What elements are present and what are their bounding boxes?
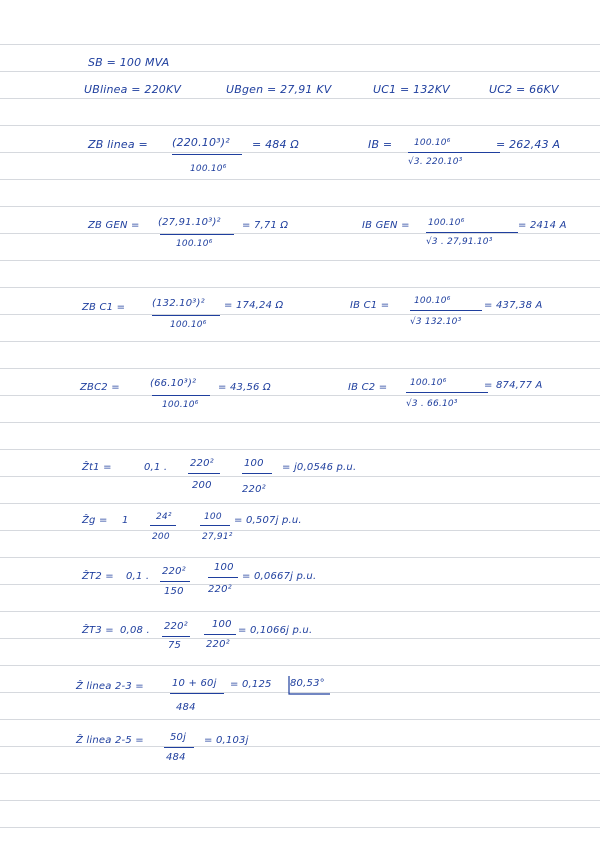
zt2-label: ẐT2 = [82,571,114,582]
zt3-num1: 220² [164,621,188,632]
zline23-magnitude: = 0,125 [230,679,272,690]
zt1-label: Ẑt1 = [82,462,112,473]
zt1-num2: 100 [244,458,264,469]
zb-line-numerator: (220.10³)² [172,136,230,149]
ib-line-denominator: √3. 220.10³ [408,157,463,167]
ib-line-numerator: 100.10⁶ [414,138,451,148]
zt1-den1: 200 [192,480,212,491]
base-power: SB = 100 MVA [88,56,170,69]
angle-bracket [289,676,330,694]
zt2-num2: 100 [214,562,234,573]
ib-c1-label: IB C1 = [350,300,390,311]
zb-gen-numerator: (27,91.10³)² [158,217,221,228]
zg-label: Ẑg = [82,515,108,526]
zline23-numerator: 10 + 60j [172,678,217,689]
zline23-angle: 80,53° [290,678,325,689]
zt1-num1: 220² [190,458,214,469]
zline23-denominator: 484 [176,702,196,713]
zt2-den1: 150 [164,586,184,597]
zline25-result: = 0,103j [204,735,249,746]
zg-den2: 27,91² [202,532,233,542]
ib-gen-result: = 2414 A [518,220,567,231]
zb-c1-numerator: (132.10³)² [152,298,205,309]
ib-c2-denominator: √3 . 66.10³ [406,399,458,409]
zt2-factor: 0,1 . [126,571,150,582]
zt3-factor: 0,08 . [120,625,150,636]
ib-c1-result: = 437,38 A [484,300,543,311]
base-voltage-c1: UC1 = 132KV [373,83,450,96]
zb-c1-denominator: 100.10⁶ [170,320,207,330]
ib-c2-result: = 874,77 A [484,380,543,391]
zb-line-label: ZB linea = [88,138,148,151]
zb-gen-result: = 7,71 Ω [242,220,289,231]
ib-c1-numerator: 100.10⁶ [414,296,451,306]
zt1-den2: 220² [242,484,266,495]
zb-c2-label: ZBC2 = [80,382,120,393]
base-voltage-gen: UBgen = 27,91 KV [226,83,332,96]
zg-num1: 24² [156,512,172,522]
zline25-denominator: 484 [166,752,186,763]
zb-c1-label: ZB C1 = [82,302,126,313]
ib-gen-denominator: √3 . 27,91.10³ [426,237,493,247]
zg-factor: 1 [122,515,129,526]
base-voltage-c2: UC2 = 66KV [489,83,559,96]
zt2-result: = 0,0667j p.u. [242,571,317,582]
zb-gen-label: ZB GEN = [88,220,140,231]
ib-gen-numerator: 100.10⁶ [428,218,465,228]
base-voltage-line: UBlinea = 220KV [84,83,182,96]
zt2-den2: 220² [208,584,232,595]
zline25-numerator: 50j [170,732,187,743]
zt3-den1: 75 [168,640,182,651]
ib-line-label: IB = [368,138,393,151]
ib-c2-numerator: 100.10⁶ [410,378,447,388]
ib-gen-label: IB GEN = [362,220,410,231]
ib-line-result: = 262,43 A [496,138,561,151]
zg-den1: 200 [152,532,170,542]
zt1-factor: 0,1 . [144,462,168,473]
zt1-result: = j0,0546 p.u. [282,462,357,473]
zt3-result: = 0,1066j p.u. [238,625,313,636]
zt2-num1: 220² [162,566,186,577]
zb-c2-denominator: 100.10⁶ [162,400,199,410]
zline23-label: Ẑ linea 2-3 = [76,681,144,692]
zt3-num2: 100 [212,619,232,630]
zt3-den2: 220² [206,639,230,650]
zb-line-result: = 484 Ω [252,138,300,151]
zb-gen-denominator: 100.10⁶ [176,239,213,249]
zt3-label: ẐT3 = [82,625,114,636]
zb-c2-numerator: (66.10³)² [150,378,197,389]
ib-c1-denominator: √3 132.10³ [410,317,462,327]
zb-line-denominator: 100.10⁶ [190,164,227,174]
zline25-label: Ẑ linea 2-5 = [76,735,144,746]
zg-result: = 0,507j p.u. [234,515,302,526]
zb-c1-result: = 174,24 Ω [224,300,284,311]
ib-c2-label: IB C2 = [348,382,388,393]
zb-c2-result: = 43,56 Ω [218,382,271,393]
zg-num2: 100 [204,512,222,522]
